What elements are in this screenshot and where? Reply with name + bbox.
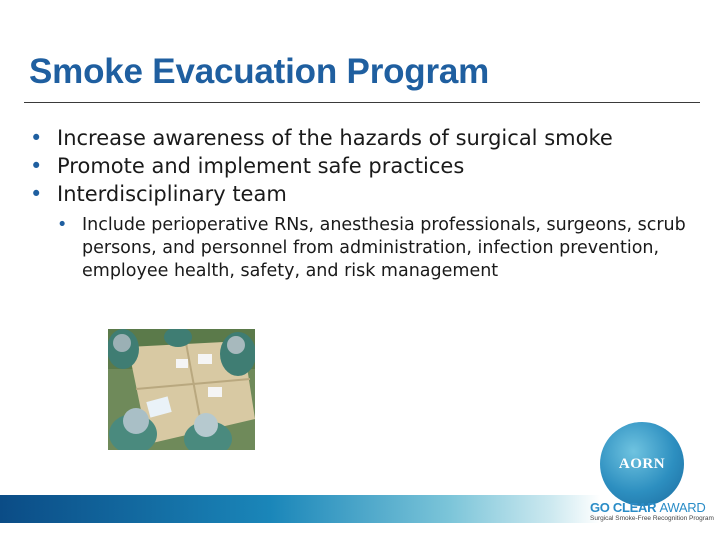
- slide-title: Smoke Evacuation Program: [29, 52, 490, 91]
- bullet-item: [30, 152, 710, 180]
- bullet-text: Promote and implement safe practices: [57, 154, 465, 178]
- aorn-logo-text: AORN: [618, 455, 666, 472]
- bullet-icon: •: [30, 182, 43, 206]
- bullet-text: Increase awareness of the hazards of surgical smoke: [57, 126, 613, 150]
- award-title: [590, 500, 705, 515]
- photo-illustration: [108, 329, 255, 450]
- title-divider: [24, 102, 700, 103]
- award-subtitle: Surgical Smoke-Free Recognition Program: [590, 515, 714, 522]
- aorn-seal: [600, 422, 684, 506]
- bullet-item: [30, 180, 710, 208]
- bullet-icon: •: [30, 154, 43, 178]
- bullet-text: Interdisciplinary team: [57, 182, 287, 206]
- bullet-item: [30, 124, 710, 152]
- go-clear-award-logo: [590, 418, 714, 530]
- sub-bullet-text: Include perioperative RNs, anesthesia professionals, surgeons, scrub persons, and personnel from administration, infection prevention, employee health, safety, and risk management: [82, 215, 686, 281]
- award-title-bold: GO CLEAR: [590, 500, 657, 515]
- sub-bullet-item: [57, 214, 707, 283]
- main-bullet-list: [30, 124, 710, 208]
- footer-gradient-bar: [0, 495, 600, 523]
- bullet-icon: •: [57, 215, 68, 235]
- team-meeting-photo: [108, 329, 255, 450]
- sub-bullet-list: [57, 214, 707, 283]
- award-title-light: AWARD: [659, 500, 706, 515]
- bullet-icon: •: [30, 126, 43, 150]
